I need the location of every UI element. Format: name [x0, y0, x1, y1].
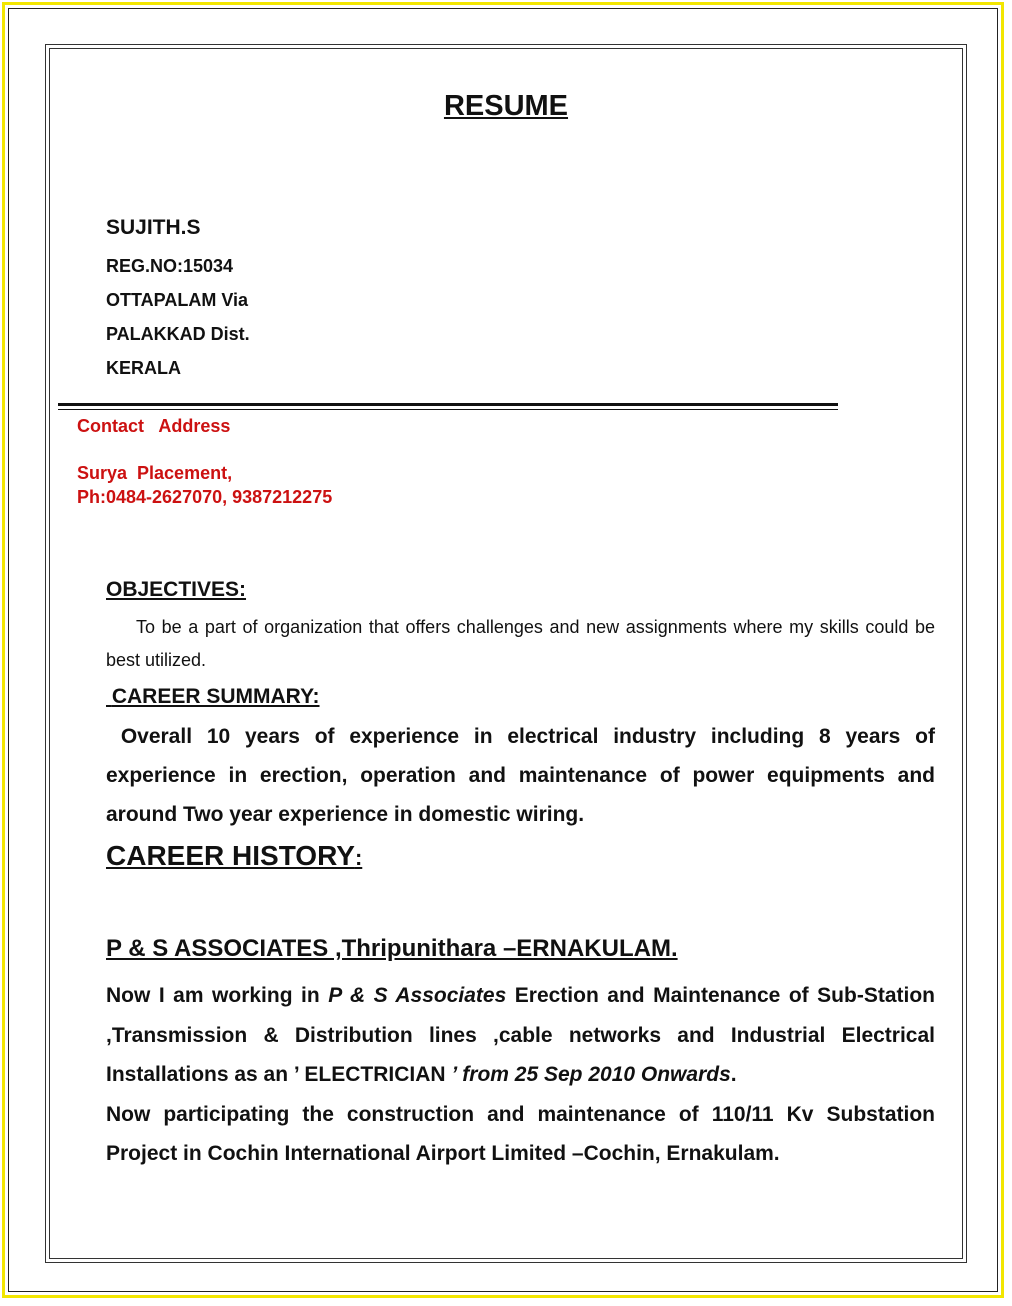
- work-para1-part5: .: [730, 1063, 737, 1086]
- career-history-heading-text: CAREER HISTORY: [106, 840, 355, 871]
- contact-line-phone: Ph:0484-2627070, 9387212275: [77, 487, 333, 507]
- career-history-heading-colon: :: [354, 845, 363, 870]
- work-para1: [106, 984, 935, 1086]
- resume-title: RESUME: [443, 90, 569, 122]
- address-line-district: PALAKKAD Dist.: [106, 324, 250, 344]
- work-para1-part1: Now I am working in: [106, 984, 329, 1007]
- contact-heading: Contact Address: [77, 416, 231, 436]
- address-line-reg: REG.NO:15034: [106, 256, 234, 276]
- career-summary-heading: [106, 685, 320, 709]
- applicant-name: SUJITH.S: [106, 216, 201, 239]
- objectives-text-body: To be a part of organization that offers challenges and new assignments where my skills could be best utilized.: [106, 617, 935, 670]
- objectives-heading: OBJECTIVES:: [106, 578, 247, 601]
- objectives-text: [106, 611, 935, 677]
- company-heading: P & S ASSOCIATES ,Thripunithara –ERNAKULAM.: [106, 935, 678, 962]
- work-para1-company-italic: P & S Associates: [328, 984, 507, 1007]
- section-divider-thin: [58, 409, 838, 410]
- address-line-state: KERALA: [106, 358, 181, 378]
- work-para1-part3: Erection and Maintenance of Sub-Station ,Transmission & Distribution lines ,cable networks and Industrial Electrical Installations as an ’ ELECTRICIAN: [106, 984, 935, 1086]
- career-history-heading: [106, 840, 362, 872]
- work-para1-date-italic: ’ from 25 Sep 2010 Onwards: [451, 1063, 731, 1086]
- contact-line-company: Surya Placement,: [77, 463, 233, 483]
- section-divider: [58, 403, 838, 406]
- career-summary-text: [106, 717, 935, 834]
- career-summary-heading-text: CAREER SUMMARY:: [111, 685, 320, 708]
- work-para2: Now participating the construction and maintenance of 110/11 Kv Substation Project in Cochin International Airport Limited –Cochin, Ernakulam.: [106, 1102, 935, 1165]
- address-line-town: OTTAPALAM Via: [106, 290, 249, 310]
- career-history-work-text: [106, 976, 935, 1174]
- career-summary-text-body: Overall 10 years of experience in electrical industry including 8 years of experience in erection, operation and maintenance of power equipments and around Two year experience in domestic wiring.: [106, 725, 935, 826]
